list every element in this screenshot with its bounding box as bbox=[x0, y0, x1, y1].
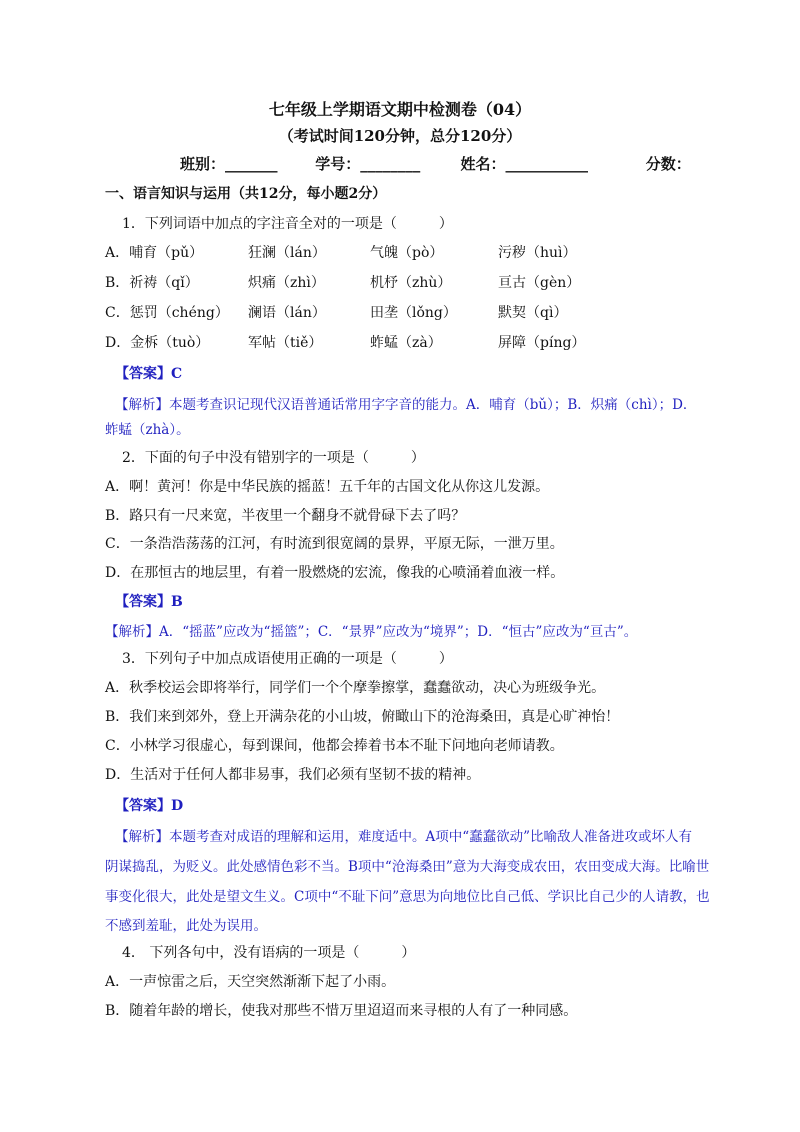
q3-option-a: A．秋季校运会即将举行，同学们一个个摩拳擦掌，蠢蠢欲动，决心为班级争光。 bbox=[105, 680, 606, 696]
q1-answer: 【答案】C bbox=[115, 366, 183, 382]
q2-option-d: D．在那恒古的地层里，有着一股燃烧的宏流，像我的心喷涌着血液一样。 bbox=[105, 565, 565, 581]
question-1-stem: 1．下列词语中加点的字注音全对的一项是（ ） bbox=[122, 216, 453, 232]
q1-c-2: 澜语（lán） bbox=[248, 305, 326, 321]
q1-b-2: 炽痛（zhì） bbox=[248, 275, 325, 291]
q1-d-4: 屏障（píng） bbox=[498, 335, 586, 351]
q2-analysis: 【解析】A．“摇蓝”应改为“摇篮”；C．“景界”应改为“境界”；D．“恒古”应改为“亘古”。 bbox=[105, 624, 638, 640]
q3-analysis-line-2: 阴谋捣乱，为贬义。此处感情色彩不当。B项中“沧海桑田”意为大海变成农田，农田变成大海。比喻世 bbox=[105, 859, 710, 875]
exam-title: 七年级上学期语文期中检测卷（04） bbox=[268, 100, 532, 119]
q1-d-3: 蚱蜢（zà） bbox=[370, 335, 442, 351]
question-2-stem: 2．下面的句子中没有错别字的一项是（ ） bbox=[122, 450, 425, 466]
q3-option-c: C．小林学习很虚心，每到课间，他都会捧着书本不耻下问地向老师请教。 bbox=[105, 738, 564, 754]
q3-analysis-line-1: 【解析】本题考查对成语的理解和运用，难度适中。A项中“蠢蠢欲动”比喻敌人准备进攻或坏人有 bbox=[115, 829, 693, 845]
q1-b-3: 机杼（zhù） bbox=[370, 275, 452, 291]
exam-subtitle: （考试时间120分钟，总分120分） bbox=[278, 127, 522, 145]
question-4-stem: 4． 下列各句中，没有语病的一项是（ ） bbox=[122, 945, 416, 961]
student-number-field[interactable]: 学号：________ bbox=[315, 155, 421, 173]
q2-option-a: A．啊！黄河！你是中华民族的摇蓝！五千年的古国文化从你这儿发源。 bbox=[105, 479, 550, 495]
q3-option-d: D．生活对于任何人都非易事，我们必须有坚韧不拔的精神。 bbox=[105, 767, 481, 783]
class-field[interactable]: 班别：_______ bbox=[180, 155, 278, 173]
q1-b-1: B．祈祷（qǐ） bbox=[105, 275, 199, 291]
name-field[interactable]: 姓名：___________ bbox=[460, 155, 588, 173]
q1-a-2: 狂澜（lán） bbox=[248, 245, 326, 261]
q3-answer: 【答案】D bbox=[115, 798, 184, 814]
q2-option-c: C．一条浩浩荡荡的江河，有时流到很宽阔的景界，平原无际，一泄万里。 bbox=[105, 536, 564, 552]
q3-analysis-line-4: 不感到羞耻，此处为误用。 bbox=[105, 918, 267, 934]
q2-option-b: B．路只有一尺来宽，半夜里一个翻身不就骨碌下去了吗？ bbox=[105, 508, 466, 524]
q1-c-1: C．惩罚（chéng） bbox=[105, 305, 229, 321]
q1-a-1: A．哺育（pǔ） bbox=[105, 245, 204, 261]
question-3-stem: 3．下列句子中加点成语使用正确的一项是（ ） bbox=[122, 651, 453, 667]
q1-a-4: 污秽（huì） bbox=[498, 245, 577, 261]
q2-answer: 【答案】B bbox=[115, 594, 183, 610]
q1-analysis-line-1: 【解析】本题考查识记现代汉语普通话常用字字音的能力。A．哺育（bǔ）；B．炽痛（chì）；D． bbox=[115, 397, 697, 413]
q1-c-3: 田垄（lǒng） bbox=[370, 305, 457, 321]
q3-option-b: B．我们来到郊外，登上开满杂花的小山坡，俯瞰山下的沧海桑田，真是心旷神怡！ bbox=[105, 709, 620, 725]
q3-analysis-line-3: 事变化很大，此处是望文生义。C项中“不耻下问”意思为向地位比自己低、学识比自己少的人请教，也 bbox=[105, 889, 710, 905]
q1-c-4: 默契（qì） bbox=[498, 305, 568, 321]
q1-d-1: D．金柝（tuò） bbox=[105, 335, 210, 351]
student-info-line bbox=[180, 153, 691, 174]
q1-a-3: 气魄（pò） bbox=[370, 245, 444, 261]
q4-option-b: B．随着年龄的增长，使我对那些不惜万里迢迢而来寻根的人有了一种同感。 bbox=[105, 1003, 578, 1019]
section-heading: 一、语言知识与运用（共12分，每小题2分） bbox=[105, 186, 387, 202]
q1-d-2: 军帖（tiě） bbox=[248, 335, 323, 351]
q1-b-4: 亘古（gèn） bbox=[498, 275, 581, 291]
score-field: 分数： bbox=[645, 155, 691, 173]
q1-analysis-line-2: 蚱蜢（zhà）。 bbox=[105, 422, 190, 438]
q4-option-a: A．一声惊雷之后，天空突然渐渐下起了小雨。 bbox=[105, 974, 396, 990]
